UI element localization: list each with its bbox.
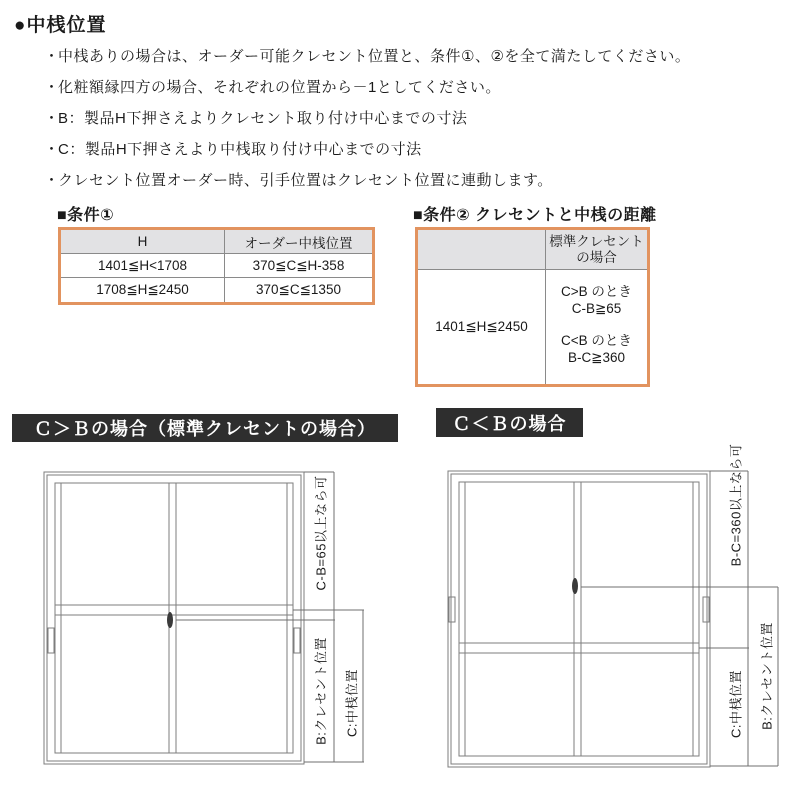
middle-rail <box>55 605 293 615</box>
window-diagram-right <box>448 444 778 767</box>
note-text: クレセント位置オーダー時、引手位置はクレセント位置に連動します。 <box>58 172 553 189</box>
table-header-cell: オーダー中桟位置 <box>225 230 372 254</box>
dimension-lines <box>176 472 364 762</box>
table-header-text: 標準クレセントの場合 <box>549 233 644 265</box>
case-cb-less-header: Ｃ＜Ｂの場合 <box>436 408 583 437</box>
condition-line: C-B≧65 <box>571 301 622 316</box>
rail-position-label: C:中桟位置 <box>344 668 360 738</box>
center-stile <box>574 482 581 756</box>
condition2-table <box>415 227 650 387</box>
condition-group <box>561 283 632 317</box>
crescent-position-label: B:クレセント位置 <box>759 622 775 730</box>
pull-handle <box>48 628 54 653</box>
bullet-icon: ・ <box>44 110 60 127</box>
table-header-cell-empty <box>418 230 546 270</box>
rail-position-label: C:中桟位置 <box>728 669 744 739</box>
note-item <box>44 109 784 129</box>
table-cell: 370≦C≦1350 <box>256 282 341 297</box>
note-item <box>44 140 784 160</box>
condition1-heading: ■条件① <box>57 207 115 224</box>
window-frame <box>448 471 710 767</box>
bullet-icon: ・ <box>44 172 60 189</box>
table-header-cell: H <box>61 230 225 254</box>
condition-line: C<B のとき <box>561 333 632 348</box>
bullet-icon: ・ <box>44 141 60 158</box>
condition-line: C>B のとき <box>561 284 632 299</box>
note-text: B：製品H下押さえよりクレセント取り付け中心までの寸法 <box>58 110 468 127</box>
crescent-position-label: B:クレセント位置 <box>313 637 329 745</box>
window-frame <box>44 472 304 764</box>
pull-handle <box>449 597 455 622</box>
note-item <box>44 78 784 98</box>
window-diagram-left <box>44 472 364 764</box>
note-text: 中桟ありの場合は、オーダー可能クレセント位置と、条件①、②を全て満たしてください。 <box>58 48 691 65</box>
crescent-lock <box>572 578 578 594</box>
pull-handle <box>703 597 709 622</box>
condition-line: B-C≧360 <box>567 350 626 365</box>
pull-handle <box>294 628 300 653</box>
window-diagrams <box>0 440 800 800</box>
condition1-table <box>58 227 375 305</box>
table-cell: 1401≦H≦2450 <box>418 270 546 384</box>
condition2-heading: ■条件② クレセントと中桟の距離 <box>413 207 657 224</box>
note-item <box>44 47 784 67</box>
table-cell: 1401≦H<1708 <box>61 254 225 278</box>
table-cell-conditions <box>546 270 647 384</box>
notes-list <box>44 47 784 202</box>
bullet-icon: ・ <box>44 79 60 96</box>
table-cell: 370≦C≦H-358 <box>225 254 372 278</box>
middle-rail <box>459 643 699 653</box>
gap-dimension-label: C-B=65以上なら可 <box>313 475 329 591</box>
dimension-lines <box>581 471 778 766</box>
gap-dimension-label: B-C=360以上なら可 <box>728 443 744 567</box>
table-header-cell <box>546 230 647 270</box>
note-text: C：製品H下押さえより中桟取り付け中心までの寸法 <box>58 141 422 158</box>
condition-group <box>561 332 632 366</box>
crescent-lock <box>167 612 173 628</box>
page-title: ●中桟位置 <box>14 15 107 36</box>
case-cb-greater-header: Ｃ＞Ｂの場合（標準クレセントの場合） <box>12 414 398 442</box>
table-cell: 1708≦H≦2450 <box>61 278 225 302</box>
note-text: 化粧額縁四方の場合、それぞれの位置から－1としてください。 <box>58 79 501 96</box>
bullet-icon: ・ <box>44 48 60 65</box>
note-item <box>44 171 784 191</box>
